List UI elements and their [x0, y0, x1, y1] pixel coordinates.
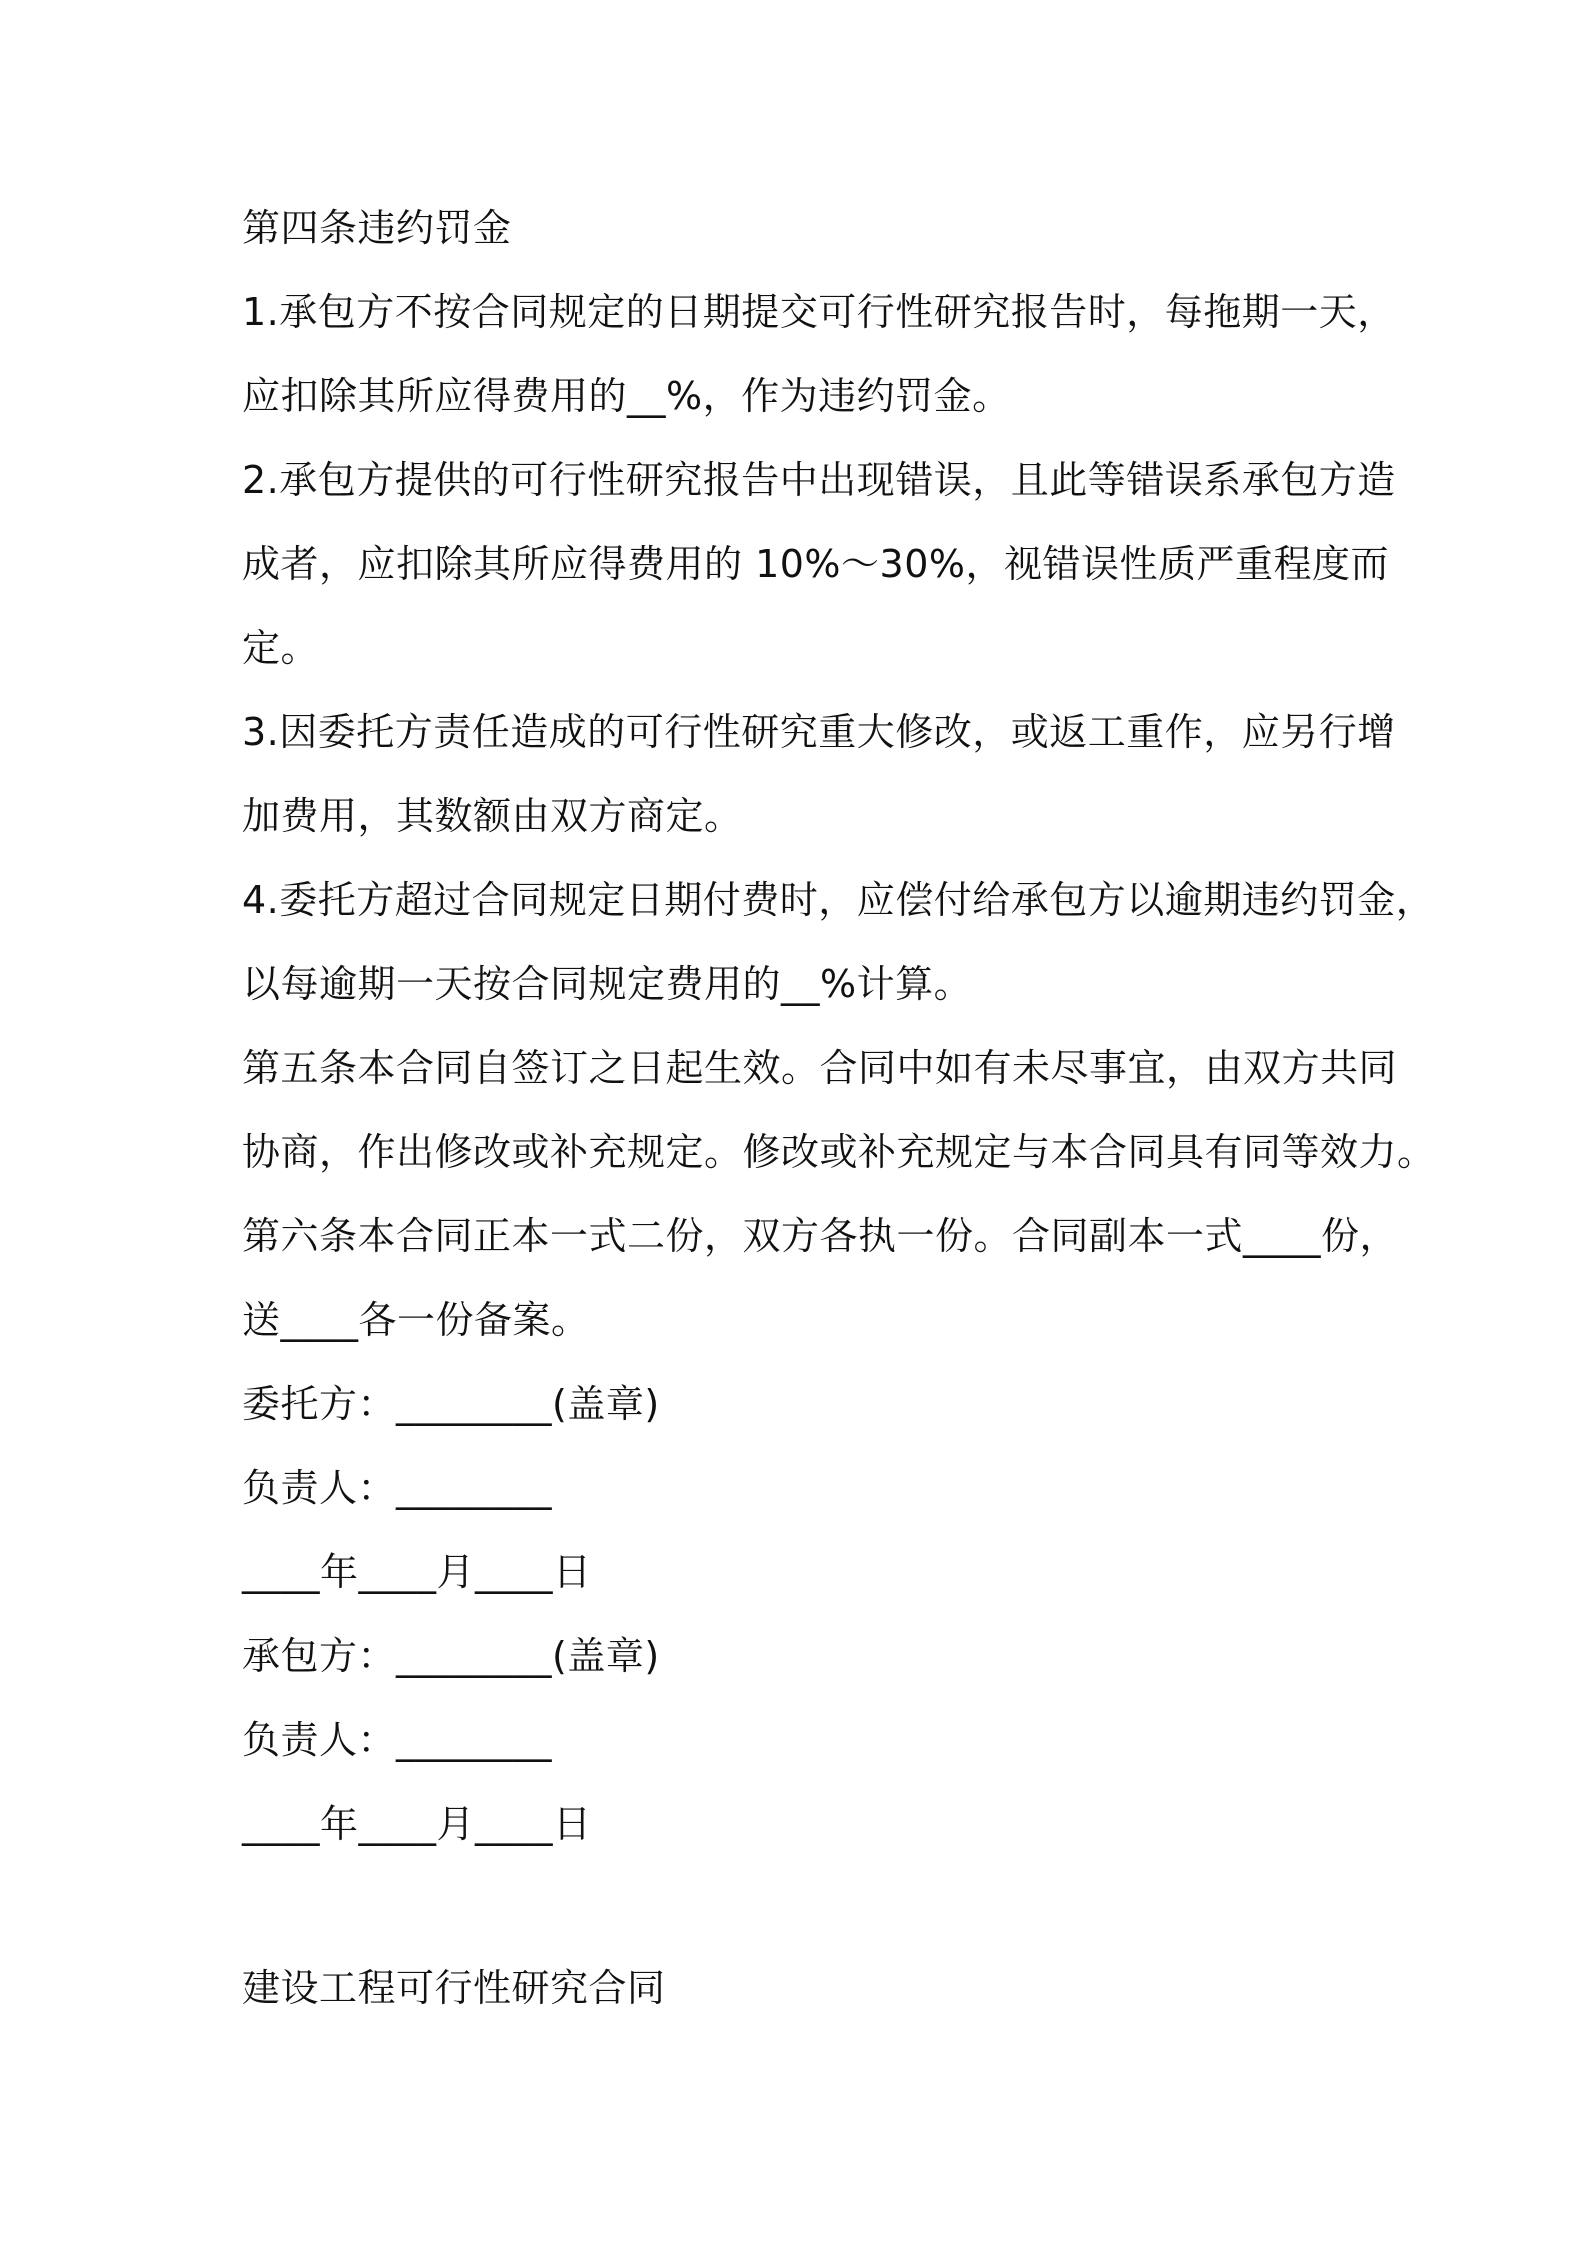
clause-4-line-2: 以每逾期一天按合同规定费用的__%计算。 [242, 962, 973, 1006]
clause-1-line-2: 应扣除其所应得费用的__%，作为违约罚金。 [242, 374, 1011, 418]
clause-4-line-1: 4.委托方超过合同规定日期付费时，应偿付给承包方以逾期违约罚金， [242, 878, 1435, 922]
contractor-signature-line: 承包方：________(盖章) [242, 1634, 660, 1678]
clause-2-line-3: 定。 [242, 626, 320, 670]
clause-2-line-2: 成者，应扣除其所应得费用的 10%～30%，视错误性质严重程度而 [242, 542, 1390, 586]
client-date-line: ____年____月____日 [242, 1550, 592, 1594]
contractor-responsible-line: 负责人：________ [242, 1718, 553, 1762]
clause-3-line-1: 3.因委托方责任造成的可行性研究重大修改，或返工重作，应另行增 [242, 710, 1396, 754]
clause-1-line-1: 1.承包方不按合同规定的日期提交可行性研究报告时，每拖期一天， [242, 290, 1396, 334]
clause-2-line-1: 2.承包方提供的可行性研究报告中出现错误，且此等错误系承包方造 [242, 458, 1396, 502]
article-5-line-1: 第五条本合同自签订之日起生效。合同中如有未尽事宜，由双方共同 [242, 1046, 1398, 1090]
article-4-heading: 第四条违约罚金 [242, 206, 512, 250]
article-5-line-2: 协商，作出修改或补充规定。修改或补充规定与本合同具有同等效力。 [242, 1130, 1436, 1174]
contract-title: 建设工程可行性研究合同 [242, 1966, 666, 2010]
article-6-line-2: 送____各一份备案。 [242, 1298, 590, 1342]
client-signature-line: 委托方：________(盖章) [242, 1382, 660, 1426]
contractor-date-line: ____年____月____日 [242, 1802, 592, 1846]
client-responsible-line: 负责人：________ [242, 1466, 553, 1510]
clause-3-line-2: 加费用，其数额由双方商定。 [242, 794, 743, 838]
article-6-line-1: 第六条本合同正本一式二份，双方各执一份。合同副本一式____份， [242, 1214, 1399, 1258]
